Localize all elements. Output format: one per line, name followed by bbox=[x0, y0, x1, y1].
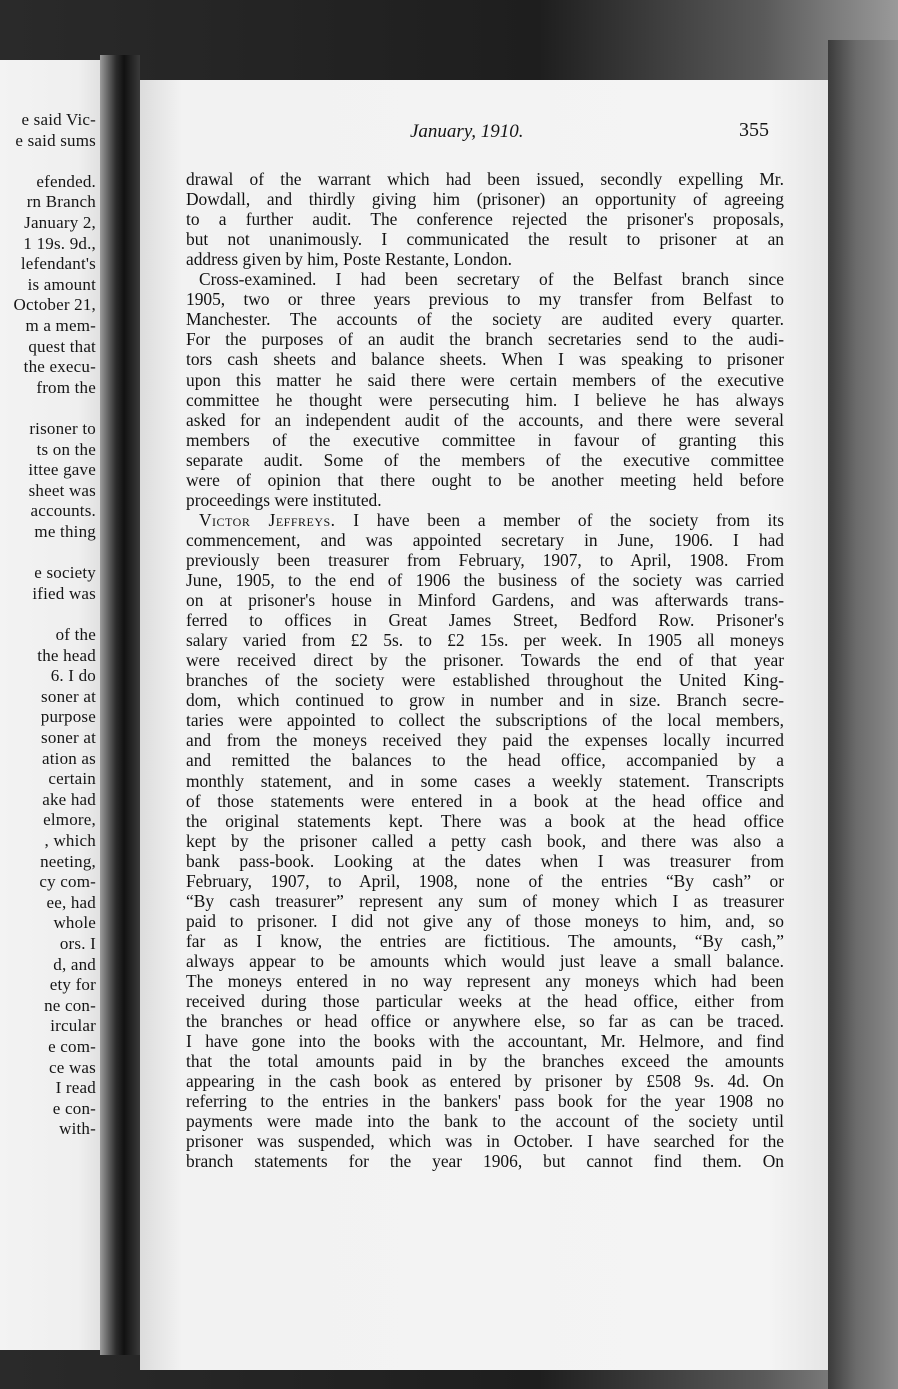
body-line: dom, which continued to grow in number and in size. Branch secre- bbox=[186, 690, 784, 711]
left-page-fragment: risoner to bbox=[29, 419, 96, 438]
left-page-fragment: purpose bbox=[40, 707, 96, 727]
body-line: received during those particular weeks at the head office, either from bbox=[186, 991, 784, 1012]
body-line: taries were appointed to collect the subscriptions of the local members, bbox=[186, 710, 784, 731]
left-page-fragment: accounts. bbox=[30, 501, 96, 521]
left-page-fragment: neeting, bbox=[40, 851, 96, 871]
body-line: appearing in the cash book as entered by prisoner by £508 9s. 4d. On bbox=[186, 1071, 784, 1092]
left-page-fragment: ation as bbox=[41, 748, 96, 768]
left-page-fragment: 6. I do bbox=[50, 666, 96, 686]
left-page-fragment: rn Branch bbox=[26, 192, 96, 212]
left-page-fragment: e com- bbox=[48, 1037, 96, 1056]
body-line: were of opinion that there ought to be another meeting held before bbox=[186, 469, 784, 490]
left-page-fragment: me thing bbox=[34, 522, 96, 541]
body-line: salary varied from £2 5s. to £2 15s. per week. In 1905 all moneys bbox=[186, 630, 784, 651]
body-line: paid to prisoner. I did not give any of those moneys to him, and, so bbox=[186, 910, 784, 931]
body-line: “By cash treasurer” represent any sum of money which I as treasurer bbox=[186, 890, 784, 911]
body-line: that the total amounts paid in by the branches exceed the amounts bbox=[186, 1051, 784, 1072]
left-page-fragment: soner at bbox=[41, 686, 96, 706]
body-line: 1905, two or three years previous to my transfer from Belfast to bbox=[186, 289, 784, 310]
left-page-fragment: quest that bbox=[28, 336, 96, 356]
body-line: and remitted the balances to the head office, accompanied by a bbox=[186, 750, 784, 771]
body-line: far as I know, the entries are fictitious. The amounts, “By cash,” bbox=[186, 930, 784, 951]
body-line: monthly statement, and in some cases a weekly statement. Transcripts bbox=[186, 770, 784, 791]
body-line: previously been treasurer from February, 1907, to April, 1908. From bbox=[186, 549, 784, 570]
left-page-fragment: d, and bbox=[53, 954, 96, 974]
left-page-fragment: ors. I bbox=[59, 934, 96, 953]
body-line: of those statements were entered in a book at the head office and bbox=[186, 790, 784, 811]
body-line-text: I have been a member of the society from its bbox=[335, 509, 784, 530]
left-page-fragment: e said sums bbox=[15, 130, 96, 150]
body-line: the original statements kept. There was a book at the head office bbox=[186, 810, 784, 831]
left-page-fragment: of the bbox=[55, 625, 96, 644]
body-line: bank pass-book. Looking at the dates when I was treasurer from bbox=[186, 850, 784, 871]
left-page-fragment: ce was bbox=[49, 1057, 96, 1077]
body-line: prisoner was suspended, which was in October. I have searched for the bbox=[186, 1131, 784, 1152]
body-line bbox=[199, 510, 784, 530]
left-page-fragment: ified was bbox=[32, 583, 96, 603]
left-page-fragment: ne con- bbox=[44, 995, 96, 1015]
running-title: January, 1910. bbox=[410, 121, 524, 142]
body-line: separate audit. Some of the members of the executive committee bbox=[186, 449, 784, 470]
body-line: members of the executive committee in favour of granting this bbox=[186, 429, 784, 450]
left-page-fragment: is amount bbox=[27, 274, 96, 294]
left-page-fragment: cy com- bbox=[39, 872, 96, 892]
body-line: ferred to offices in Great James Street, Bedford Row. Prisoner's bbox=[186, 610, 784, 631]
left-page-fragment: e said Vic- bbox=[21, 110, 96, 129]
left-page-fragment: elmore, bbox=[43, 810, 96, 830]
witness-name: Victor Jeffreys. bbox=[199, 509, 336, 530]
left-page-fragment: the execu- bbox=[23, 357, 96, 377]
body-line: Cross-examined. I had been secretary of the Belfast branch since bbox=[199, 269, 784, 290]
left-page-fragment: I read bbox=[55, 1078, 96, 1098]
body-line: referring to the entries in the bankers' pass book for the year 1908 no bbox=[186, 1091, 784, 1112]
body-line: drawal of the warrant which had been issued, secondly expelling Mr. bbox=[186, 169, 784, 189]
left-page-fragment: lefendant's bbox=[20, 254, 96, 274]
body-line: commencement, and was appointed secretary in June, 1906. I had bbox=[186, 529, 784, 550]
left-page-fragment: certain bbox=[48, 769, 96, 789]
body-line: asked for an independent audit of the accounts, and there were several bbox=[186, 409, 784, 430]
left-page-fragment: 1 19s. 9d., bbox=[23, 233, 96, 253]
body-line: upon this matter he said there were certain members of the executive bbox=[186, 369, 784, 390]
left-page-fragment: October 21, bbox=[13, 295, 96, 315]
left-page-fragment: with- bbox=[59, 1119, 96, 1139]
left-page-fragment: ts on the bbox=[36, 439, 96, 459]
body-line: tors cash sheets and balance sheets. When I was speaking to prisoner bbox=[186, 349, 784, 370]
left-page-fragment: ety for bbox=[49, 975, 96, 995]
body-line: proceedings were instituted. bbox=[186, 489, 382, 510]
body-line: Manchester. The accounts of the society are audited every quarter. bbox=[186, 309, 784, 330]
body-line: committee he thought were persecuting him. I believe he has always bbox=[186, 389, 784, 410]
body-line: The moneys entered in no way represent any moneys which had been bbox=[186, 971, 784, 991]
body-line: branches of the society were established throughout the United King- bbox=[186, 670, 784, 691]
body-line: were received direct by the prisoner. Towards the end of that year bbox=[186, 650, 784, 671]
left-page-fragment: e con- bbox=[52, 1098, 96, 1118]
body-line: February, 1907, to April, 1908, none of the entries “By cash” or bbox=[186, 870, 784, 891]
left-page-fragment: soner at bbox=[41, 728, 96, 747]
body-line: but not unanimously. I communicated the result to prisoner at an bbox=[186, 229, 784, 250]
body-line: the branches or head office or anywhere else, so far as can be traced. bbox=[186, 1011, 784, 1032]
body-line: kept by the prisoner called a petty cash book, and there was also a bbox=[186, 830, 784, 851]
left-page-fragment: ee, had bbox=[46, 892, 96, 912]
left-page-fragment: , which bbox=[44, 831, 96, 850]
page-edge-shadow bbox=[828, 40, 898, 1389]
left-page-fragment: from the bbox=[36, 377, 96, 397]
left-page-fragment: ircular bbox=[50, 1016, 96, 1036]
left-page-fragment: ittee gave bbox=[28, 460, 96, 480]
body-line: For the purposes of an audit the branch secretaries send to the audi- bbox=[186, 329, 784, 350]
left-page-fragment: ake had bbox=[42, 789, 96, 809]
left-page-fragment: whole bbox=[53, 913, 96, 933]
body-line: Dowdall, and thirdly giving him (prisoner) an opportunity of agreeing bbox=[186, 189, 784, 210]
page-number: 355 bbox=[739, 119, 769, 141]
left-page bbox=[0, 60, 112, 1350]
body-line: address given by him, Poste Restante, London. bbox=[186, 249, 513, 270]
left-page-fragment: sheet was bbox=[28, 480, 96, 500]
book-gutter bbox=[100, 55, 140, 1355]
body-line: I have gone into the books with the accountant, Mr. Helmore, and find bbox=[186, 1031, 784, 1052]
body-line: payments were made into the bank to the account of the society until bbox=[186, 1111, 784, 1132]
left-page-fragment: efended. bbox=[36, 171, 96, 191]
left-page-fragment: m a mem- bbox=[25, 316, 96, 335]
body-line: always appear to be amounts which would just leave a small balance. bbox=[186, 950, 784, 971]
left-page-fragment: the head bbox=[37, 645, 96, 665]
body-line: June, 1905, to the end of 1906 the business of the society was carried bbox=[186, 570, 784, 590]
left-page-fragment: e society bbox=[34, 563, 96, 583]
body-line: branch statements for the year 1906, but cannot find them. On bbox=[186, 1151, 784, 1172]
body-line: and from the moneys received they paid the expenses locally incurred bbox=[186, 730, 784, 751]
left-page-fragment: January 2, bbox=[24, 213, 96, 232]
body-line: on at prisoner's house in Minford Gardens, and was afterwards trans- bbox=[186, 590, 784, 611]
body-line: to a further audit. The conference rejected the prisoner's proposals, bbox=[186, 209, 784, 230]
